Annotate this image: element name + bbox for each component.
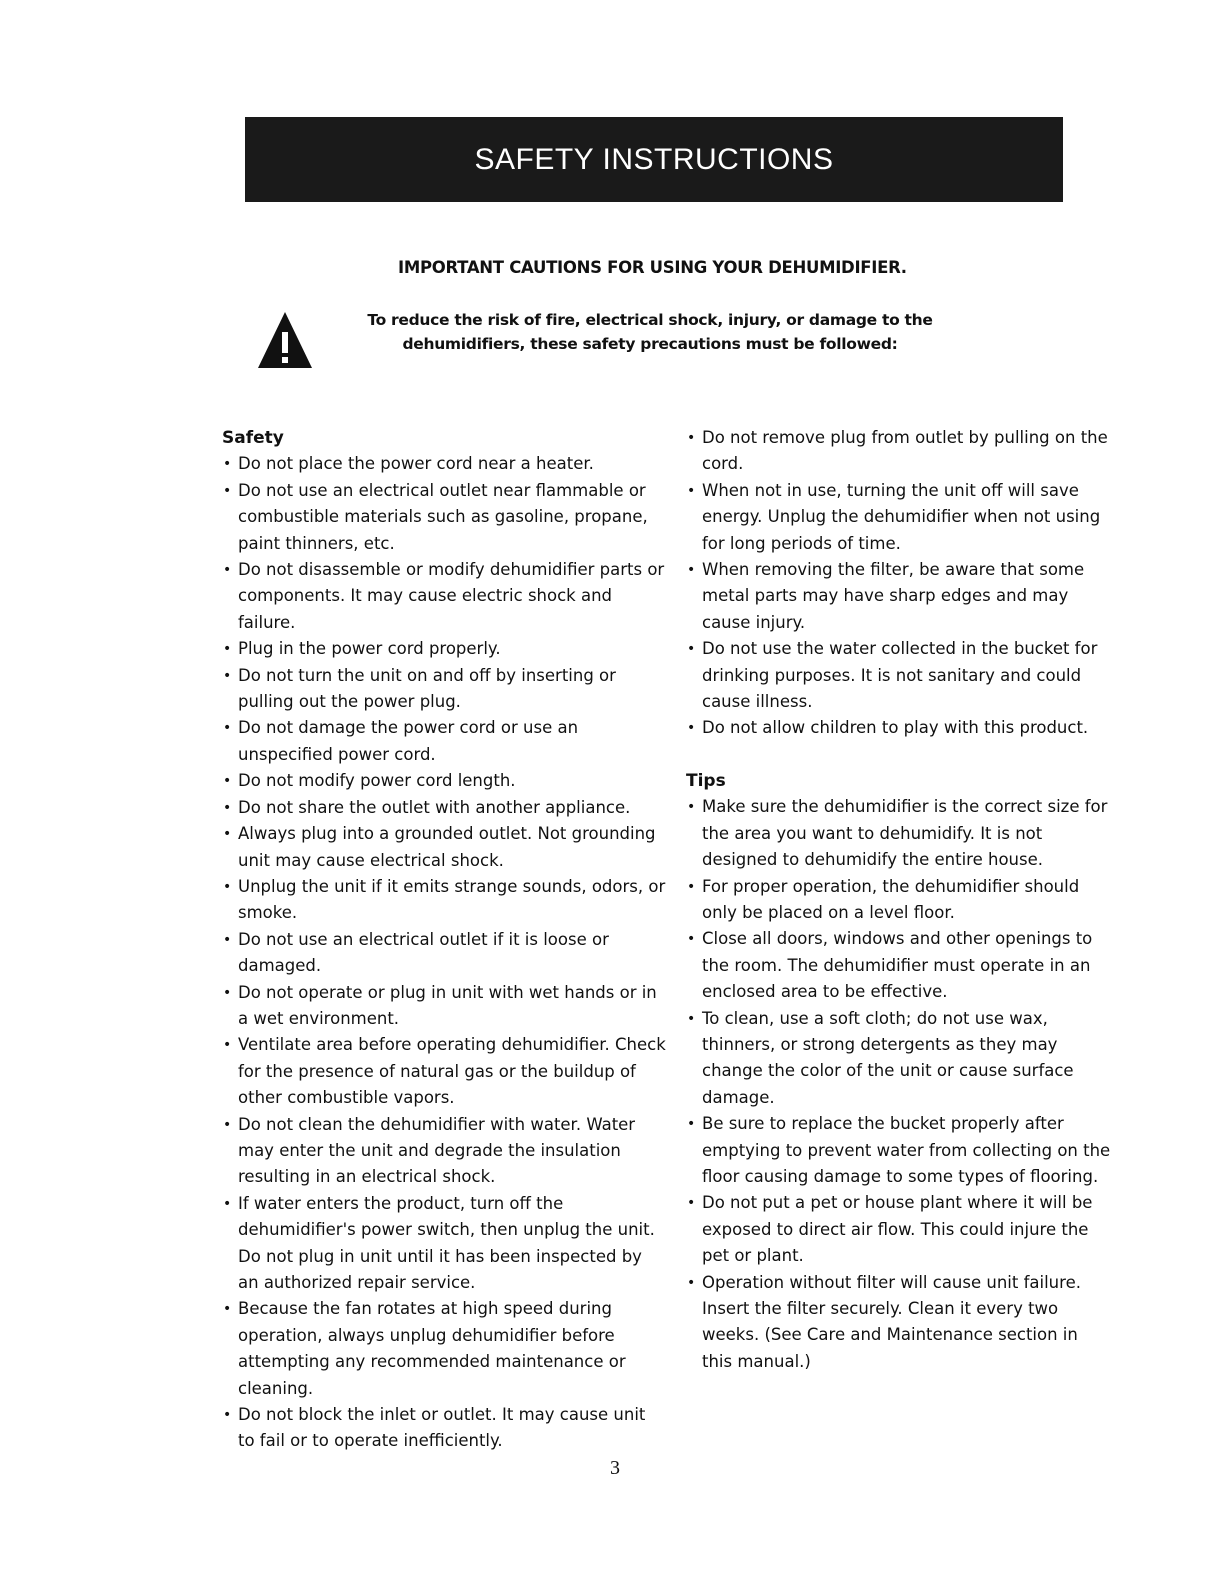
right-column [686, 425, 1111, 1375]
list-item: • Unplug the unit if it emits strange sounds, odors, or smoke. [222, 874, 667, 927]
list-item: • Because the fan rotates at high speed during operation, always unplug dehumidifier before attempting any recommended maintenance or cleaning. [222, 1296, 667, 1402]
page-title: SAFETY INSTRUCTIONS [474, 142, 834, 176]
list-item: • When removing the filter, be aware that some metal parts may have sharp edges and may cause injury. [686, 557, 1111, 636]
list-item: • Do not turn the unit on and off by inserting or pulling out the power plug. [222, 663, 667, 716]
list-item: • Do not allow children to play with this product. [686, 715, 1111, 741]
list-item: • Operation without filter will cause unit failure. Insert the filter securely. Clean it every two weeks. (See Care and Maintenance section in this manual.) [686, 1270, 1111, 1376]
list-item: • Do not remove plug from outlet by pulling on the cord. [686, 425, 1111, 478]
list-item: • Do not operate or plug in unit with wet hands or in a wet environment. [222, 980, 667, 1033]
list-item: • Do not place the power cord near a heater. [222, 451, 667, 477]
list-item: • When not in use, turning the unit off will save energy. Unplug the dehumidifier when not using for long periods of time. [686, 478, 1111, 557]
list-item: • Make sure the dehumidifier is the correct size for the area you want to dehumidify. It is not designed to dehumidify the entire house. [686, 794, 1111, 873]
list-item: • Do not clean the dehumidifier with water. Water may enter the unit and degrade the insulation resulting in an electrical shock. [222, 1112, 667, 1191]
list-item: • Do not disassemble or modify dehumidifier parts or components. It may cause electric shock and failure. [222, 557, 667, 636]
safety-continued-list [686, 425, 1111, 742]
list-item: • Close all doors, windows and other openings to the room. The dehumidifier must operate in an enclosed area to be effective. [686, 926, 1111, 1005]
cautions-heading: IMPORTANT CAUTIONS FOR USING YOUR DEHUMIDIFIER. [398, 258, 907, 277]
list-item: • Do not block the inlet or outlet. It may cause unit to fail or to operate inefficiently. [222, 1402, 667, 1455]
list-item: • If water enters the product, turn off the dehumidifier's power switch, then unplug the unit. Do not plug in unit until it has been inspected by an authorized repair service. [222, 1191, 667, 1297]
list-item: • Ventilate area before operating dehumidifier. Check for the presence of natural gas or the buildup of other combustible vapors. [222, 1032, 667, 1111]
precaution-statement [330, 308, 970, 356]
precaution-line-1: To reduce the risk of fire, electrical shock, injury, or damage to the [367, 311, 933, 329]
list-item: • Do not use an electrical outlet if it is loose or damaged. [222, 927, 667, 980]
page-number: 3 [610, 1457, 620, 1479]
list-item: • For proper operation, the dehumidifier should only be placed on a level floor. [686, 874, 1111, 927]
list-item: • Be sure to replace the bucket properly after emptying to prevent water from collecting on the floor causing damage to some types of flooring. [686, 1111, 1111, 1190]
list-item: • Do not put a pet or house plant where it will be exposed to direct air flow. This could injure the pet or plant. [686, 1190, 1111, 1269]
tips-list [686, 794, 1111, 1375]
list-item: • Do not damage the power cord or use an unspecified power cord. [222, 715, 667, 768]
list-item: • To clean, use a soft cloth; do not use wax, thinners, or strong detergents as they may change the color of the unit or cause surface damage. [686, 1006, 1111, 1112]
tips-section-title: Tips [686, 770, 726, 791]
list-item: • Do not modify power cord length. [222, 768, 667, 794]
safety-list [222, 451, 667, 1454]
safety-section-title: Safety [222, 428, 284, 448]
list-item: • Always plug into a grounded outlet. Not grounding unit may cause electrical shock. [222, 821, 667, 874]
warning-triangle-icon [255, 310, 315, 370]
list-item: • Plug in the power cord properly. [222, 636, 667, 662]
precaution-line-2: dehumidifiers, these safety precautions must be followed: [402, 335, 898, 353]
left-column [222, 425, 667, 1455]
list-item: • Do not use the water collected in the bucket for drinking purposes. It is not sanitary and could cause illness. [686, 636, 1111, 715]
title-banner [245, 117, 1063, 202]
list-item: • Do not use an electrical outlet near flammable or combustible materials such as gasoline, propane, paint thinners, etc. [222, 478, 667, 557]
list-item: • Do not share the outlet with another appliance. [222, 795, 667, 821]
